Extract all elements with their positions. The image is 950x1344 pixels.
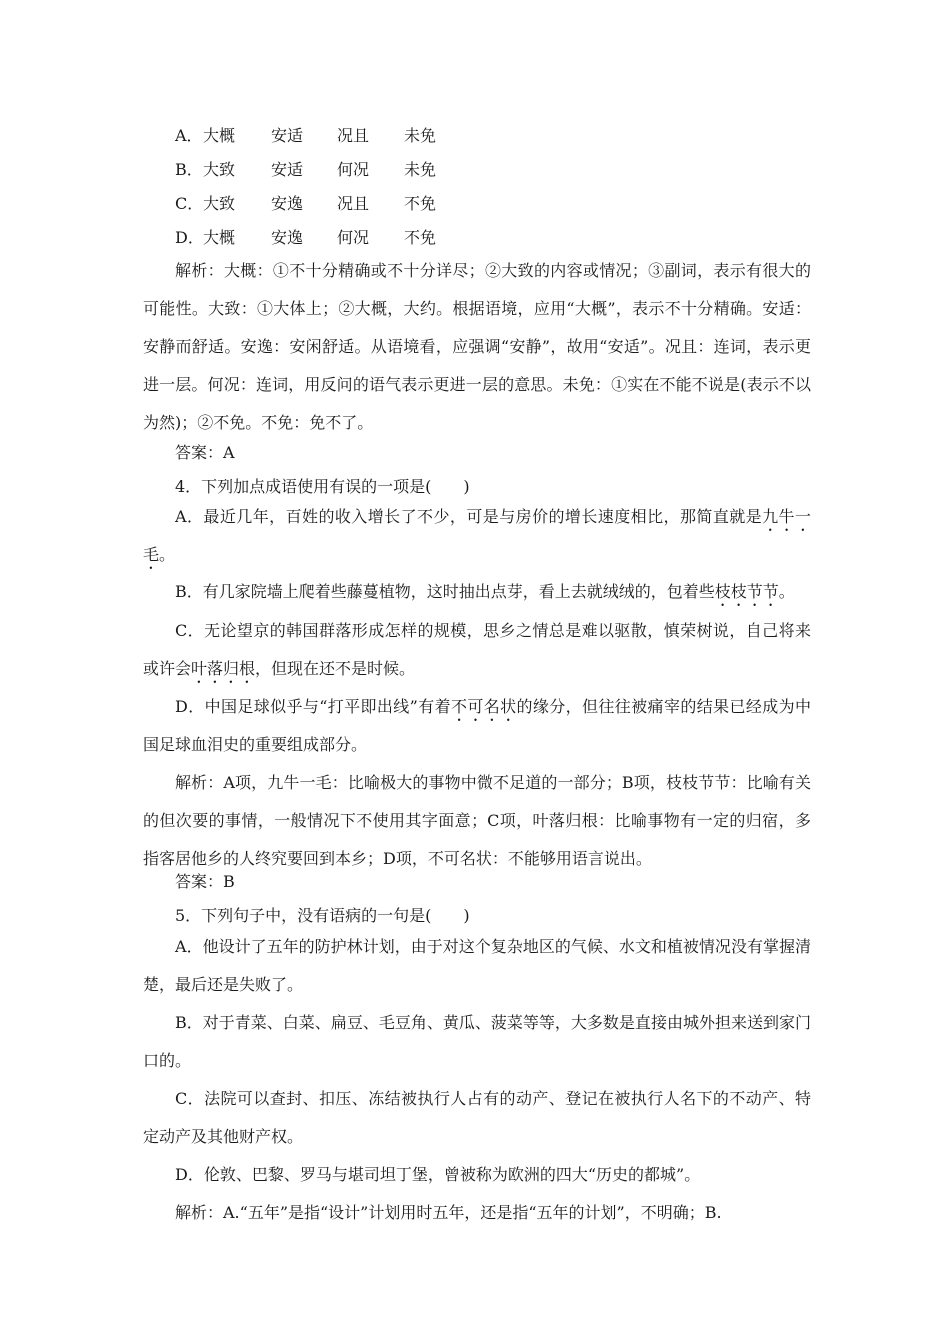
q4-option-b xyxy=(143,573,833,611)
q4-answer: 答案：B xyxy=(175,872,235,891)
q5-option-b: B．对于青菜、白菜、扁豆、毛豆角、黄瓜、菠菜等等，大多数是直接由城外担来送到家门口的。 xyxy=(143,1013,811,1070)
q3-analysis: 解析：大概：①不十分精确或不十分详尽；②大致的内容或情况；③副词，表示有很大的可能性。大致：①大体上；②大概，大约。根据语境，应用“大概”，表示不十分精确。安适：安静而舒适。安逸：安闲舒适。从语境看，应强调“安静”，故用“安适”。况且：连词，表示更进一层。何况：连词，用反问的语气表示更进一层的意思。未免：①实在不能不说是(表示不以为然)；②不免。不免：免不了。 xyxy=(143,261,811,432)
option-word: 不免 xyxy=(404,194,437,213)
option-word: 大致 xyxy=(203,194,236,213)
option-text: B．有几家院墙上爬着些藤蔓植物，这时抽出点芽，看上去就绒绒的，包着些 xyxy=(175,582,715,601)
emphasized-idiom: 叶落归根 xyxy=(191,659,256,678)
q5-option-c: C．法院可以查封、扣压、冻结被执行人占有的动产、登记在被执行人名下的不动产、特定动产及其他财产权。 xyxy=(143,1089,811,1146)
option-word: 况且 xyxy=(337,194,370,213)
option-word: 大概 xyxy=(203,126,236,145)
q5-option-d: D．伦敦、巴黎、罗马与堪司坦丁堡，曾被称为欧洲的四大“历史的都城”。 xyxy=(175,1165,701,1184)
option-word: 安逸 xyxy=(271,228,304,247)
q5-option-a: A．他设计了五年的防护林计划，由于对这个复杂地区的气候、水文和植被情况没有掌握清楚，最后还是失败了。 xyxy=(143,937,811,994)
option-word: 大致 xyxy=(203,160,236,179)
option-text: D．中国足球似乎与“打平即出线”有着 xyxy=(175,697,452,716)
option-text: 。 xyxy=(159,545,176,564)
option-letter: D． xyxy=(175,228,204,247)
q5-stem: 5．下列句子中，没有语病的一句是( ) xyxy=(175,906,470,925)
option-word: 何况 xyxy=(337,160,370,179)
q5-analysis: 解析：A.“五年”是指“设计”计划用时五年，还是指“五年的计划”，不明确；B. xyxy=(175,1203,722,1222)
q4-option-d xyxy=(143,688,811,764)
option-text: C．无论望京的韩国群落形成怎样的规模，思乡之情总是难以驱散，慎荣树说，自己将来或许会 xyxy=(143,621,811,678)
option-letter: B． xyxy=(175,160,203,179)
option-word: 未免 xyxy=(404,160,437,179)
emphasized-idiom: 枝枝节节 xyxy=(714,582,779,601)
q4-option-c xyxy=(143,612,811,688)
option-word: 安适 xyxy=(271,160,304,179)
emphasized-idiom: 九牛一毛 xyxy=(143,507,811,564)
option-word: 何况 xyxy=(337,228,370,247)
option-text: 。 xyxy=(778,582,795,601)
q4-option-a xyxy=(143,498,811,574)
option-letter: C． xyxy=(175,194,204,213)
emphasized-idiom: 不可名状 xyxy=(451,697,517,716)
option-letter: A． xyxy=(175,126,203,145)
option-word: 况且 xyxy=(337,126,370,145)
q4-stem: 4．下列加点成语使用有误的一项是( ) xyxy=(175,477,470,496)
option-word: 不免 xyxy=(404,228,437,247)
option-word: 安适 xyxy=(271,126,304,145)
option-text: ，但现在还不是时候。 xyxy=(255,659,416,678)
option-word: 大概 xyxy=(203,228,236,247)
option-word: 未免 xyxy=(404,126,437,145)
option-text: 的缘分，但往往被痛宰的结果已经成为中国足球血泪史的重要组成部分。 xyxy=(143,697,811,754)
q4-analysis: 解析：A项，九牛一毛：比喻极大的事物中微不足道的一部分；B项，枝枝节节：比喻有关的但次要的事情，一般情况下不使用其字面意；C项，叶落归根：比喻事物有一定的归宿，多指客居他乡的人终究要回到本乡；D项，不可名状：不能够用语言说出。 xyxy=(143,773,811,868)
option-word: 安逸 xyxy=(271,194,304,213)
q3-answer: 答案：A xyxy=(175,443,235,462)
option-text: A．最近几年，百姓的收入增长了不少，可是与房价的增长速度相比，那简直就是 xyxy=(175,507,763,526)
